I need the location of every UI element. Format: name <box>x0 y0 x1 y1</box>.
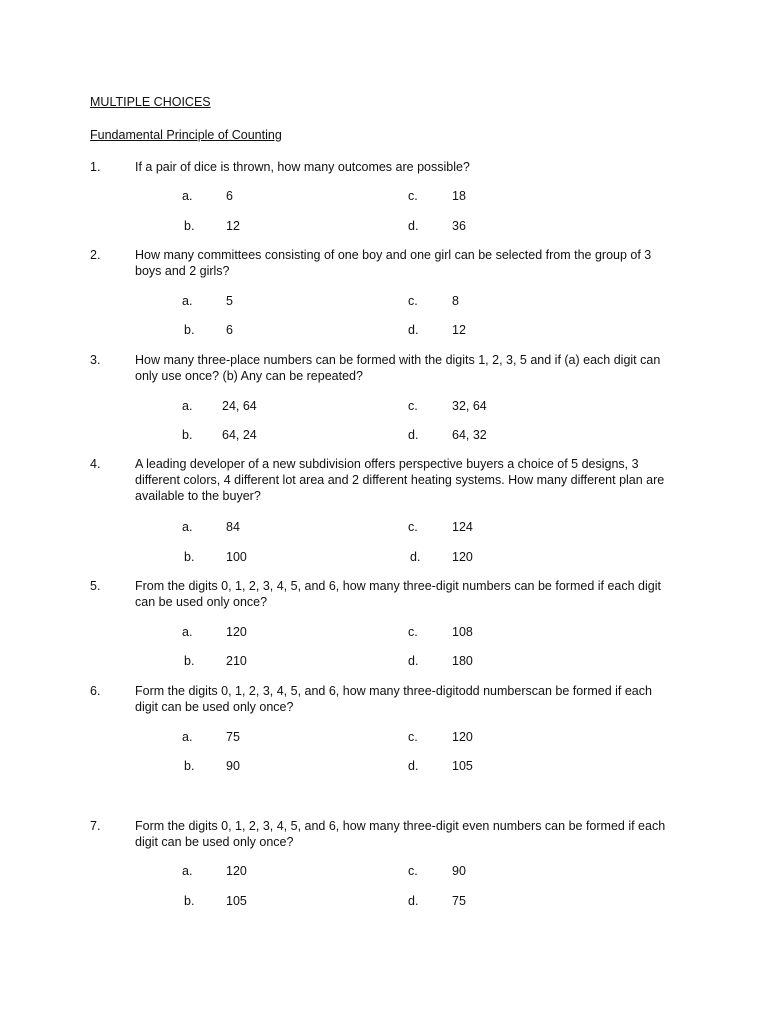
option-value: 64, 32 <box>452 428 487 442</box>
option-label: b. <box>184 759 195 773</box>
option-value: 124 <box>452 520 473 534</box>
option-value: 64, 24 <box>222 428 257 442</box>
option-label: a. <box>182 625 193 639</box>
option-label: a. <box>182 294 193 308</box>
option-label: b. <box>184 654 195 668</box>
question-text: If a pair of dice is thrown, how many outcomes are possible? <box>135 160 470 174</box>
option-value: 105 <box>452 759 473 773</box>
question-text: A leading developer of a new subdivision offers perspective buyers a choice of 5 designs, 3 different colors, 4 different lot area and 2 different heating systems. How many different plan are available to the buyer? <box>135 457 665 503</box>
question-number: 3. <box>90 353 101 367</box>
option-label: d. <box>410 550 421 564</box>
question-text: How many three-place numbers can be formed with the digits 1, 2, 3, 5 and if (a) each digit can only use once? (b) Any can be repeated? <box>135 353 661 383</box>
option-value: 120 <box>452 550 473 564</box>
option-value: 108 <box>452 625 473 639</box>
option-label: d. <box>408 323 419 337</box>
question-text: Form the digits 0, 1, 2, 3, 4, 5, and 6, how many three-digitodd numberscan be formed if each digit can be used only once? <box>135 684 652 714</box>
option-value: 24, 64 <box>222 399 257 413</box>
option-value: 210 <box>226 654 247 668</box>
option-value: 120 <box>226 625 247 639</box>
option-label: a. <box>182 520 193 534</box>
option-label: d. <box>408 894 419 908</box>
option-value: 90 <box>452 864 466 878</box>
question-number: 7. <box>90 819 101 833</box>
option-value: 180 <box>452 654 473 668</box>
option-value: 6 <box>226 323 233 337</box>
option-label: c. <box>408 520 418 534</box>
option-value: 75 <box>226 730 240 744</box>
section-heading: Fundamental Principle of Counting <box>90 128 282 142</box>
question-number: 6. <box>90 684 101 698</box>
option-label: a. <box>182 399 193 413</box>
option-value: 90 <box>226 759 240 773</box>
option-value: 75 <box>452 894 466 908</box>
question-text: Form the digits 0, 1, 2, 3, 4, 5, and 6, how many three-digit even numbers can be formed if each digit can be used only once? <box>135 819 666 849</box>
question-number: 2. <box>90 248 101 262</box>
option-value: 18 <box>452 189 466 203</box>
option-value: 12 <box>452 323 466 337</box>
option-value: 5 <box>226 294 233 308</box>
option-value: 120 <box>452 730 473 744</box>
question-number: 4. <box>90 457 101 471</box>
option-label: a. <box>182 189 193 203</box>
option-label: c. <box>408 730 418 744</box>
question-text: How many committees consisting of one boy and one girl can be selected from the group of 3 boys and 2 girls? <box>135 248 652 278</box>
question-number: 5. <box>90 579 101 593</box>
option-label: c. <box>408 294 418 308</box>
option-value: 120 <box>226 864 247 878</box>
option-value: 36 <box>452 219 466 233</box>
option-value: 8 <box>452 294 459 308</box>
option-label: a. <box>182 864 193 878</box>
option-label: b. <box>184 323 195 337</box>
question-text: From the digits 0, 1, 2, 3, 4, 5, and 6, how many three-digit numbers can be formed if each digit can be used only once? <box>135 579 661 609</box>
option-value: 105 <box>226 894 247 908</box>
option-label: d. <box>408 654 419 668</box>
option-label: d. <box>408 759 419 773</box>
question-number: 1. <box>90 160 101 174</box>
option-label: c. <box>408 399 418 413</box>
option-label: c. <box>408 864 418 878</box>
option-value: 100 <box>226 550 247 564</box>
option-value: 12 <box>226 219 240 233</box>
option-label: b. <box>184 894 195 908</box>
option-label: c. <box>408 189 418 203</box>
option-label: d. <box>408 219 419 233</box>
option-label: b. <box>184 219 195 233</box>
option-label: c. <box>408 625 418 639</box>
option-label: b. <box>182 428 193 442</box>
option-value: 32, 64 <box>452 399 487 413</box>
option-label: b. <box>184 550 195 564</box>
option-value: 84 <box>226 520 240 534</box>
document-title: MULTIPLE CHOICES <box>90 95 211 109</box>
option-value: 6 <box>226 189 233 203</box>
option-label: a. <box>182 730 193 744</box>
option-label: d. <box>408 428 419 442</box>
